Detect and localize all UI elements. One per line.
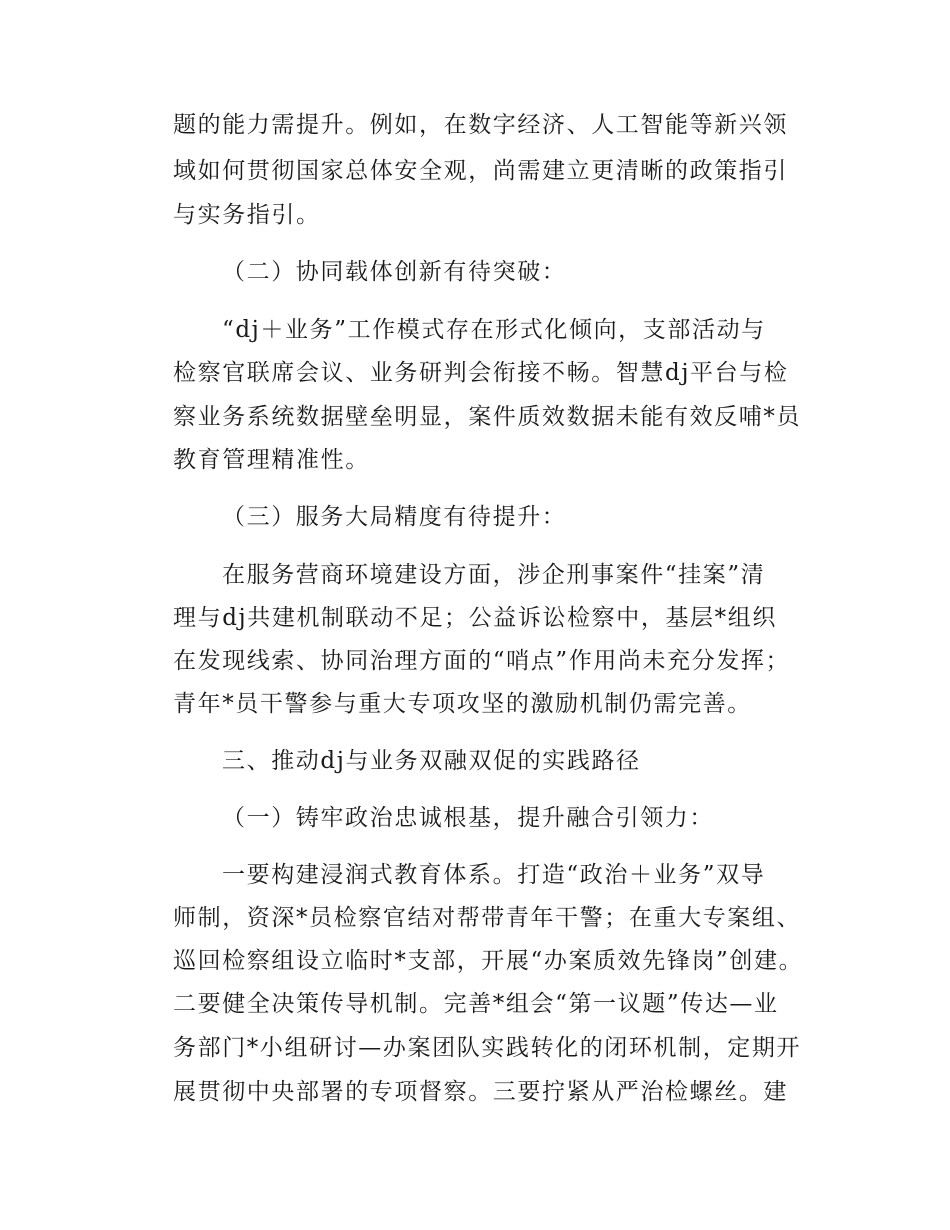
text-line: 与实务指引。: [173, 202, 321, 228]
text-line: 理与dj共建机制联动不足；公益诉讼检察中，基层*组织: [173, 605, 777, 631]
text-line: 察业务系统数据壁垒明显，案件质效数据未能有效反哺*员: [173, 404, 802, 430]
text-line: 题的能力需提升。例如，在数字经济、人工智能等新兴领: [173, 112, 788, 138]
text-line: 一要构建浸润式教育体系。打造“政治＋业务”双导: [222, 862, 766, 888]
text-line: 检察官联席会议、业务研判会衔接不畅。智慧dj平台与检: [173, 360, 789, 386]
section-heading: （三）服务大局精度有待提升：: [222, 504, 567, 530]
text-line: 巡回检察组设立临时*支部，开展“办案质效先锋岗”创建。: [173, 948, 804, 974]
text-line: 青年*员干警参与重大专项攻坚的激励机制仍需完善。: [173, 691, 752, 717]
text-line: 在服务营商环境建设方面，涉企刑事案件“挂案”清: [222, 562, 766, 588]
text-line: 二要健全决策传导机制。完善*组会“第一议题”传达—业: [173, 991, 779, 1017]
text-line: 教育管理精准性。: [173, 447, 370, 473]
text-line: 展贯彻中央部署的专项督察。三要拧紧从严治检螺丝。建: [173, 1079, 788, 1105]
section-heading: （一）铸牢政治忠诚根基，提升融合引领力：: [222, 805, 714, 831]
section-heading: 三、推动dj与业务双融双促的实践路径: [222, 748, 641, 774]
text-line: “dj＋业务”工作模式存在形式化倾向，支部活动与: [222, 317, 766, 343]
text-line: 域如何贯彻国家总体安全观，尚需建立更清晰的政策指引: [173, 158, 788, 184]
text-line: 师制，资深*员检察官结对帮带青年干警；在重大专案组、: [173, 905, 802, 931]
text-line: 在发现线索、协同治理方面的“哨点”作用尚未充分发挥；: [173, 648, 791, 674]
section-heading: （二）协同载体创新有待突破：: [222, 259, 567, 285]
text-line: 务部门*小组研讨—办案团队实践转化的闭环机制，定期开: [173, 1035, 802, 1061]
